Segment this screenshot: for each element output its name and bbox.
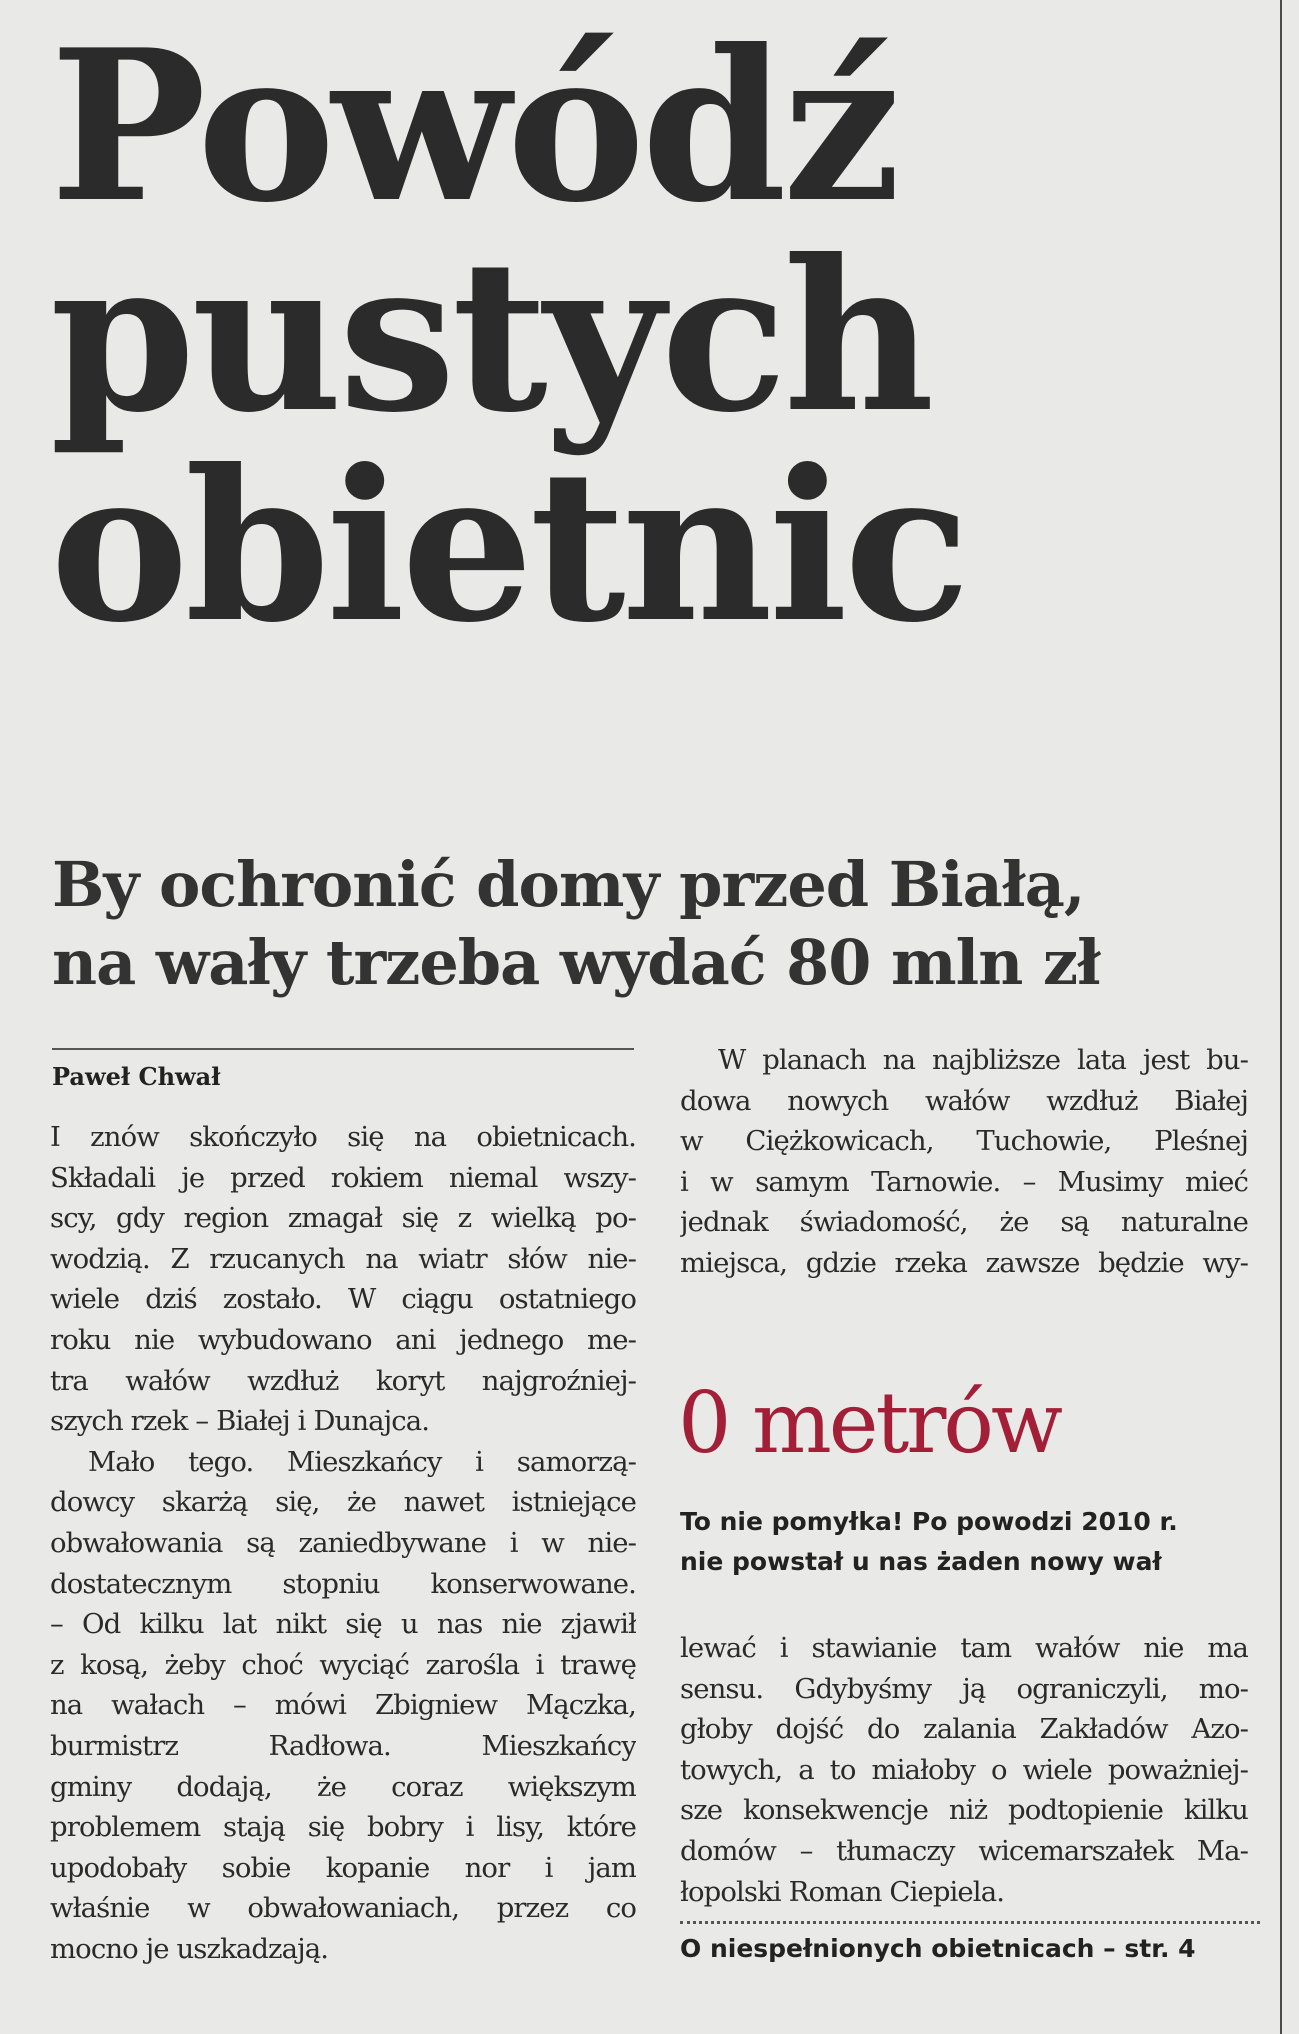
byline: Paweł Chwał [52, 1062, 221, 1091]
headline-line-3: obietnic [50, 425, 967, 669]
article-column-right-top [680, 1040, 1248, 1284]
text-line: miejsca, gdzie rzeka zawsze będzie wy- [680, 1246, 1248, 1279]
text-line: Mało tego. Mieszkańcy i samorzą- [88, 1445, 636, 1478]
pull-quote-caption-line-2: nie powstał u nas żaden nowy wał [680, 1547, 1162, 1576]
text-line: dostatecznym stopniu konserwowane. [50, 1567, 636, 1600]
text-line: gminy dodają, że coraz większym [50, 1770, 636, 1803]
pull-quote-caption-line-1: To nie pomyłka! Po powodzi 2010 r. [680, 1507, 1178, 1536]
pull-quote-caption [680, 1502, 1260, 1582]
text-line: mocno je uszkadzają. [50, 1932, 329, 1965]
text-line: szych rzek – Białej i Dunajca. [50, 1405, 430, 1438]
text-line: roku nie wybudowano ani jednego me- [50, 1323, 636, 1356]
footer-dotted-rule [680, 1921, 1260, 1924]
text-line: problemem stają się bobry i lisy, które [50, 1811, 636, 1844]
text-line: w Ciężkowicach, Tuchowie, Pleśnej [680, 1125, 1248, 1158]
text-line: obwałowania są zaniedbywane i w nie- [50, 1526, 636, 1559]
article-column-left [50, 1117, 636, 1969]
article-column-right-bottom [680, 1628, 1248, 1912]
text-line: głoby dojść do zalania Zakładów Azo- [680, 1713, 1248, 1746]
text-line: na wałach – mówi Zbigniew Mączka, [50, 1689, 636, 1722]
text-line: sze konsekwencje niż podtopienie kilku [680, 1794, 1248, 1827]
text-line: – Od kilku lat nikt się u nas nie zjawił [50, 1608, 636, 1641]
text-line: z kosą, żeby choć wyciąć zarośla i trawę [50, 1648, 636, 1681]
headline [50, 5, 1170, 669]
headline-line-2: pustych [50, 215, 931, 459]
text-line: jednak świadomość, że są naturalne [680, 1206, 1248, 1239]
byline-rule [52, 1048, 634, 1050]
text-line: tra wałów wzdłuż koryt najgroźniej- [50, 1364, 636, 1397]
text-line: Składali je przed rokiem niemal wszy- [50, 1161, 636, 1194]
text-line: W planach na najbliższe lata jest bu- [718, 1044, 1248, 1076]
text-line: łopolski Roman Ciepiela. [680, 1875, 1005, 1908]
text-line: towych, a to miałoby o wiele poważniej- [680, 1753, 1248, 1786]
text-line: upodobały sobie kopanie nor i jam [50, 1851, 636, 1884]
text-line: i w samym Tarnowie. – Musimy mieć [680, 1165, 1248, 1198]
column-edge-rule [1280, 0, 1282, 2034]
pull-quote-figure: 0 metrów [678, 1374, 1060, 1472]
subheadline-line-2: na wały trzeba wydać 80 mln zł [52, 926, 1100, 999]
text-line: scy, gdy region zmagał się z wielką po- [50, 1202, 636, 1235]
text-line: wodzią. Z rzucanych na wiatr słów nie- [50, 1242, 636, 1275]
subheadline-line-1: By ochronić domy przed Białą, [52, 848, 1085, 921]
headline-line-1: Powódź [50, 5, 897, 249]
text-line: dowa nowych wałów wzdłuż Białej [680, 1084, 1248, 1117]
continued-on-page-reference: O niespełnionych obietnicach – str. 4 [680, 1934, 1196, 1963]
text-line: domów – tłumaczy wicemarszałek Ma- [680, 1834, 1248, 1867]
text-line: właśnie w obwałowaniach, przez co [50, 1892, 636, 1925]
text-line: sensu. Gdybyśmy ją ograniczyli, mo- [680, 1672, 1248, 1705]
text-line: lewać i stawianie tam wałów nie ma [680, 1632, 1248, 1664]
text-line: I znów skończyło się na obietnicach. [50, 1121, 636, 1153]
text-line: wiele dziś zostało. W ciągu ostatniego [50, 1283, 636, 1316]
text-line: burmistrz Radłowa. Mieszkańcy [50, 1729, 636, 1762]
subheadline [52, 846, 1252, 1002]
text-line: dowcy skarżą się, że nawet istniejące [50, 1486, 636, 1519]
